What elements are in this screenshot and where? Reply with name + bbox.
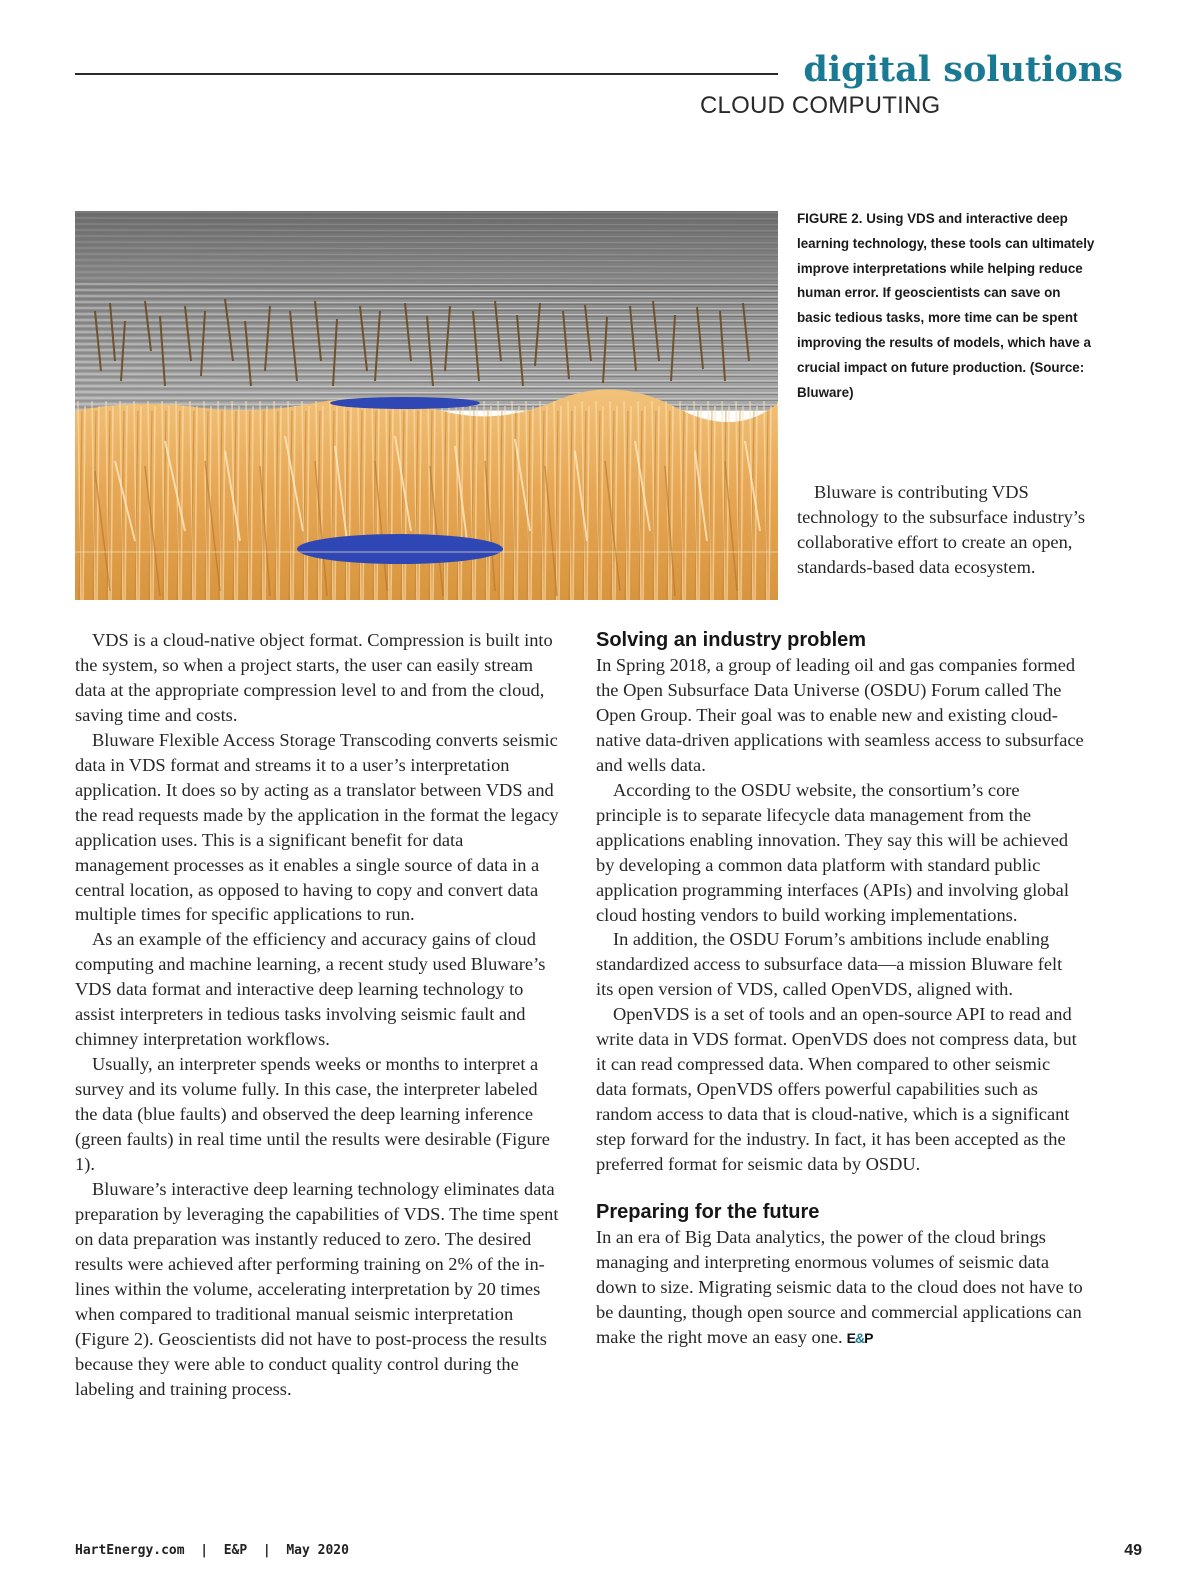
closing-paragraph-text: In an era of Big Data analytics, the power of the cloud brings managing and interpreting enormous volumes of seismic data down to size. Migrating seismic data to the cloud does not have to be daunting, though open source and commercial applications can make the right move an easy one. xyxy=(596,1227,1083,1347)
body-paragraph: According to the OSDU website, the consortium’s core principle is to separate lifecycle data management from the applications enabling innovation. They say this will be achieved by developing a common data platform with standard public application programming interfaces (APIs) and involving global cloud hosting vendors to build working implementations. xyxy=(596,779,1069,925)
body-paragraph: Bluware Flexible Access Storage Transcoding converts seismic data in VDS format and streams it to a user’s interpretation application. It does so by acting as a translator between VDS and the read requests made by the application in the format the legacy application uses. This is a significant benefit for data management processes as it enables a single source of data in a central location, as opposed to having to copy and convert data multiple times for specific applications to run. xyxy=(75,729,559,925)
section-title: digital solutions xyxy=(803,49,1123,90)
heading-preparing-future: Preparing for the future xyxy=(596,1201,820,1224)
intro-paragraph: Bluware is contributing VDS technology to the subsurface industry’s collaborative effort to create an open, standards-based data ecosystem. xyxy=(797,482,1086,577)
body-paragraph: As an example of the efficiency and accuracy gains of cloud computing and machine learning, a recent study used Bluware’s VDS data format and interactive deep learning technology to assist interpreters in tedious tasks involving seismic fault and chimney interpretation workflows. xyxy=(75,929,546,1050)
seismic-figure xyxy=(75,211,778,600)
closing-paragraph xyxy=(596,1225,1084,1350)
left-column xyxy=(75,628,559,1402)
body-paragraph: In Spring 2018, a group of leading oil and gas companies formed the Open Subsurface Data Universe (OSDU) Forum called The Open Group. Their goal was to enable new and existing cloud-native data-driven applications with seamless access to subsurface and wells data. xyxy=(596,655,1084,775)
body-paragraph: Usually, an interpreter spends weeks or months to interpret a survey and its volume fully. In this case, the interpreter labeled the data (blue faults) and observed the deep learning inference (green faults) in real time until the results were desirable (Figure 1). xyxy=(75,1054,550,1175)
fault-patch-upper xyxy=(330,397,480,409)
seismic-figure-image xyxy=(75,211,778,600)
ep-end-mark-p: P xyxy=(864,1329,873,1346)
ep-end-mark-e: E xyxy=(846,1329,856,1346)
figure-caption: FIGURE 2. Using VDS and interactive deep learning technology, these tools can ultimately improve interpretations while helping reduce human error. If geoscientists can save on basic tedious tasks, more time can be spent improving the results of models, which have a crucial impact on future production. (Source: Bluware) xyxy=(797,211,1095,400)
page-number: 49 xyxy=(1124,1542,1142,1559)
body-paragraph: Bluware’s interactive deep learning technology eliminates data preparation by leveraging the capabilities of VDS. The time spent on data preparation was instantly reduced to zero. The desired results were achieved after performing training on 2% of the in-lines within the volume, accelerating interpretation by 20 times when compared to traditional manual seismic interpretation (Figure 2). Geoscientists did not have to post-process the results because they were able to conduct quality control during the labeling and training process. xyxy=(75,1178,559,1399)
heading-solving-industry-problem: Solving an industry problem xyxy=(596,629,867,651)
body-paragraph: In addition, the OSDU Forum’s ambitions include enabling standardized access to subsurface data—a mission Bluware felt its open version of VDS, called OpenVDS, aligned with. xyxy=(596,929,1063,1000)
body-paragraph: VDS is a cloud-native object format. Compression is built into the system, so when a project starts, the user can easily stream data at the appropriate compression level to and from the cloud, saving time and costs. xyxy=(75,630,553,725)
ep-end-mark-amp: & xyxy=(855,1329,865,1346)
fault-patch-lower xyxy=(297,534,503,564)
footer-credit: HartEnergy.com | E&P | May 2020 xyxy=(75,1543,349,1558)
body-paragraph: OpenVDS is a set of tools and an open-source API to read and write data in VDS format. OpenVDS does not compress data, but it can read compressed data. When compared to other seismic data formats, OpenVDS offers powerful capabilities such as random access to data that is cloud-native, which is a significant step forward for the industry. In fact, it has been accepted as the preferred format for seismic data by OSDU. xyxy=(596,1004,1077,1175)
ep-end-mark-icon xyxy=(847,1331,873,1345)
right-column xyxy=(596,627,1084,1350)
section-subtitle: CLOUD COMPUTING xyxy=(700,92,941,119)
header-rule xyxy=(75,73,778,75)
